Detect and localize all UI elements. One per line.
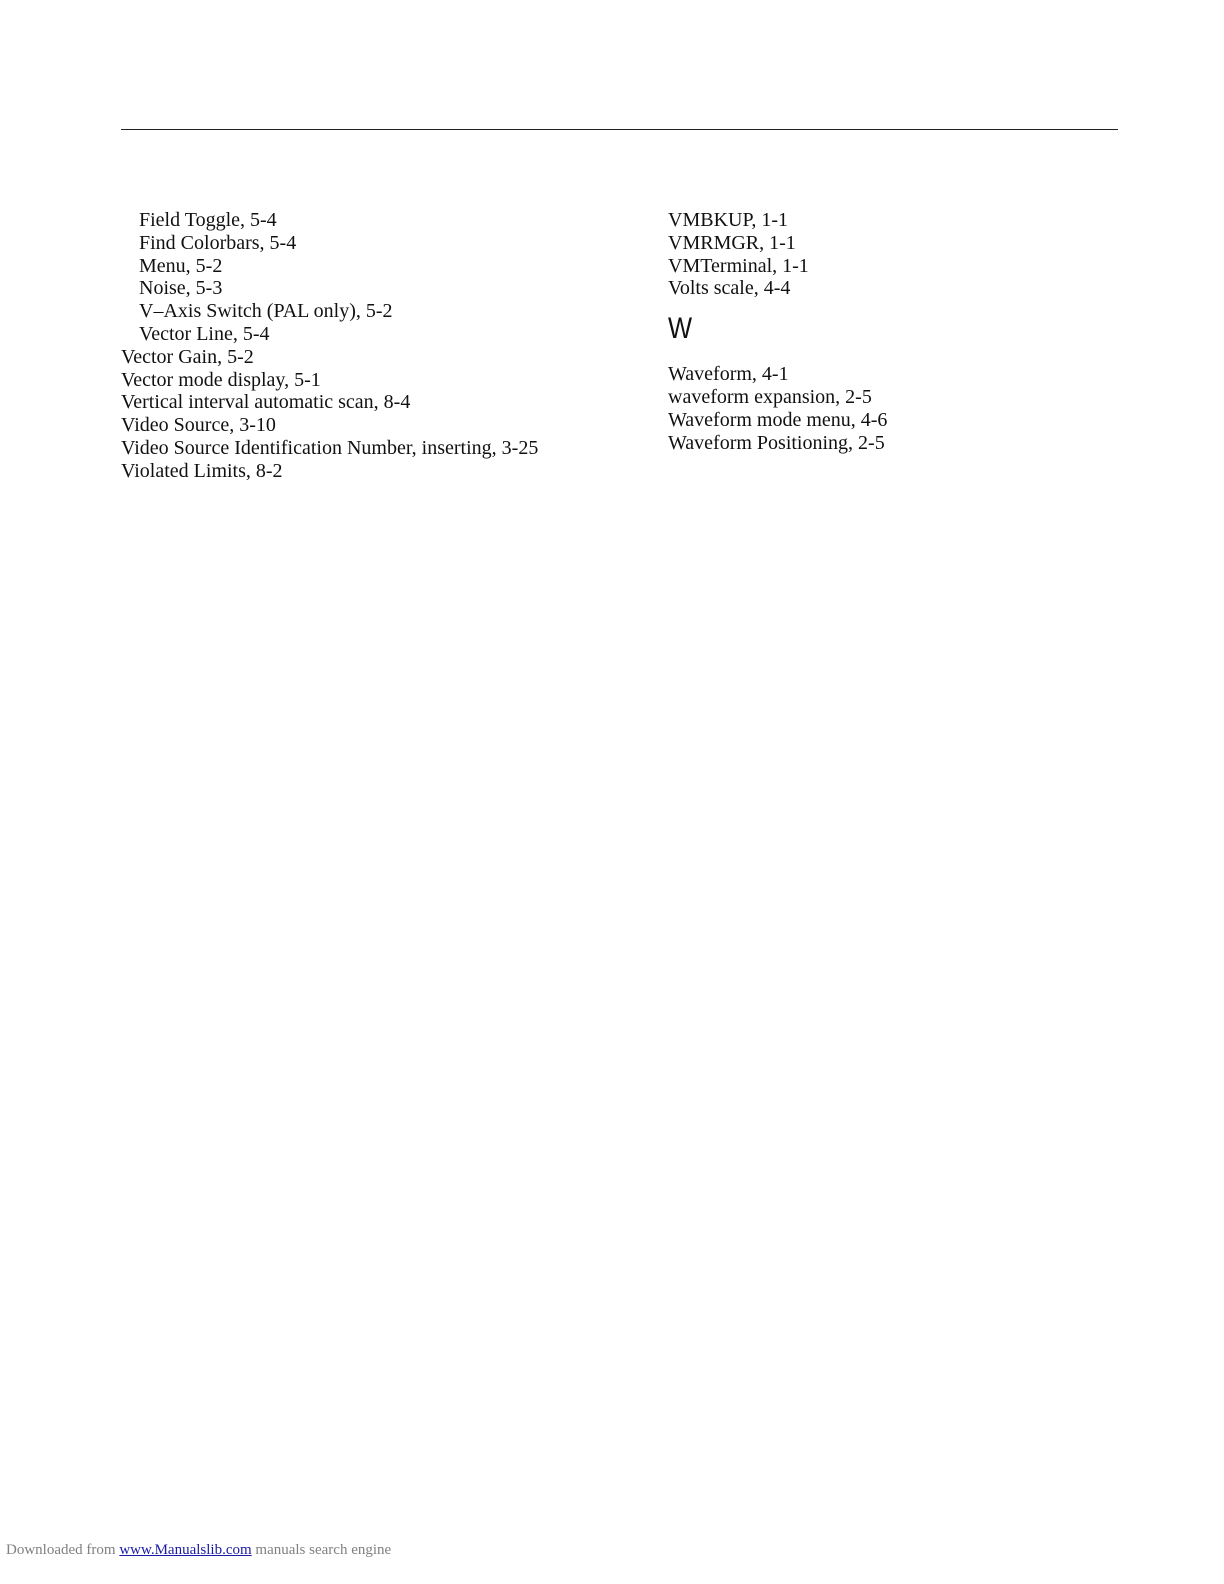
index-entry: Waveform Positioning, 2-5 [668,431,885,454]
footer-prefix: Downloaded from [6,1542,120,1558]
index-entry: Vector Gain, 5-2 [121,345,254,368]
index-entry: Menu, 5-2 [139,254,223,277]
index-entry: Vertical interval automatic scan, 8-4 [121,391,411,414]
index-entry: Vector Line, 5-4 [139,322,270,345]
index-entry: Video Source, 3-10 [121,414,276,437]
download-footer [6,1541,391,1559]
footer-suffix: manuals search engine [251,1542,392,1558]
index-entry: V–Axis Switch (PAL only), 5-2 [139,300,393,323]
index-entry: Vector mode display, 5-1 [121,368,321,391]
index-column-left [121,209,641,483]
index-entry: Find Colorbars, 5-4 [139,231,297,254]
index-entry: Volts scale, 4-4 [668,277,791,300]
index-column-right [668,209,1108,454]
index-entry: Waveform mode menu, 4-6 [668,408,888,431]
index-entry: Field Toggle, 5-4 [139,209,277,231]
header-rule [121,129,1118,130]
index-entry: Violated Limits, 8-2 [121,459,283,482]
index-entry: Video Source Identification Number, inserting, 3-25 [121,436,539,459]
index-entry: Noise, 5-3 [139,277,223,300]
index-entry: VMBKUP, 1-1 [668,209,789,231]
index-entry: waveform expansion, 2-5 [668,385,872,408]
manualslib-link[interactable]: www.Manualslib.com [119,1542,252,1558]
index-entry: VMTerminal, 1-1 [668,254,809,277]
index-entry: Waveform, 4-1 [668,363,789,386]
index-entry: VMRMGR, 1-1 [668,231,796,254]
section-letter-heading: W [668,312,693,346]
